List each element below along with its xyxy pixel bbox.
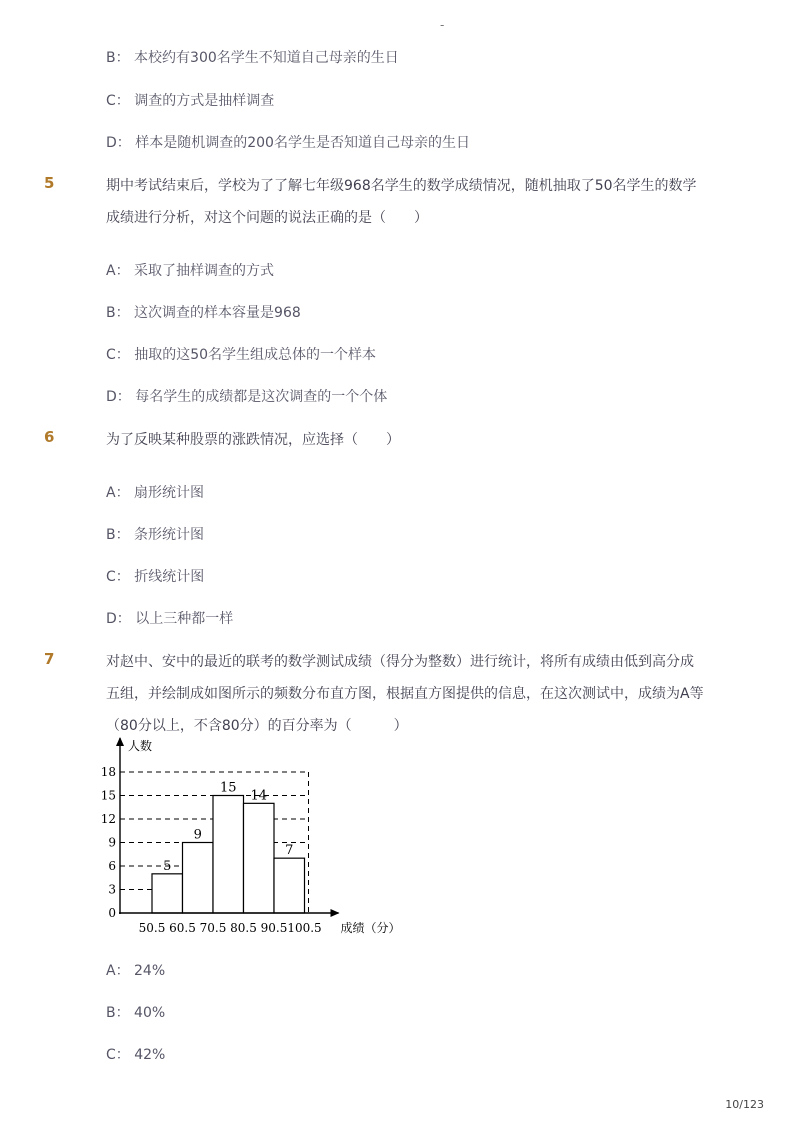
q7-option-a[interactable]: A： 24% — [106, 963, 166, 979]
histogram-bar-80.5-90.5 — [244, 803, 275, 913]
question-number-7: 7 — [44, 650, 55, 668]
q4-option-b[interactable]: B： 本校约有300名学生不知道自己母亲的生日 — [106, 50, 399, 66]
y-tick-label: 3 — [108, 882, 116, 897]
bar-value-label: 15 — [219, 780, 237, 796]
q5-option-b[interactable]: B： 这次调查的样本容量是968 — [106, 305, 301, 321]
q7-stem-line-3: （80分以上，不含80分）的百分率为（ ） — [106, 718, 408, 734]
q6-option-b[interactable]: B： 条形统计图 — [106, 527, 205, 543]
histogram-bar-70.5-80.5 — [213, 796, 244, 914]
y-tick-label: 6 — [108, 859, 116, 873]
q5-option-c[interactable]: C： 抽取的这50名学生组成总体的一个样本 — [106, 347, 377, 363]
q5-stem-line-2: 成绩进行分析，对这个问题的说法正确的是（ ） — [106, 210, 428, 226]
bar-value-label: 7 — [285, 843, 294, 859]
histogram-bar-90.5-100.5 — [274, 858, 305, 913]
y-axis-title: 人数 — [128, 739, 153, 753]
q4-option-c[interactable]: C： 调查的方式是抽样调查 — [106, 93, 275, 109]
q4-option-d[interactable]: D： 样本是随机调查的200名学生是否知道自己母亲的生日 — [106, 135, 470, 151]
histogram-bar-60.5-70.5 — [183, 843, 214, 914]
bar-value-label: 5 — [163, 858, 172, 874]
question-number-6: 6 — [44, 428, 55, 446]
x-tick-label: 100.5 — [287, 921, 322, 935]
bar-value-label: 14 — [250, 788, 268, 804]
q6-stem-line-1: 为了反映某种股票的涨跌情况，应选择（ ） — [106, 432, 400, 448]
frequency-histogram — [60, 730, 420, 940]
q5-option-a[interactable]: A： 采取了抽样调查的方式 — [106, 263, 275, 279]
x-axis-title: 成绩（分） — [340, 921, 401, 935]
q6-option-c[interactable]: C： 折线统计图 — [106, 569, 205, 585]
q7-stem-line-2: 五组，并绘制成如图所示的频数分布直方图，根据直方图提供的信息，在这次测试中，成绩为A等 — [106, 686, 704, 702]
q7-stem-line-1: 对赵中、安中的最近的联考的数学测试成绩（得分为整数）进行统计，将所有成绩由低到高分成 — [106, 654, 694, 670]
page-number: 10/123 — [725, 1098, 764, 1111]
q7-option-c[interactable]: C： 42% — [106, 1047, 166, 1063]
bar-value-label: 9 — [193, 827, 202, 843]
y-tick-label: 9 — [108, 835, 116, 850]
y-tick-label: 15 — [100, 788, 116, 803]
x-tick-label: 50.5 — [138, 921, 166, 935]
question-number-5: 5 — [44, 174, 55, 192]
x-tick-label: 90.5 — [260, 921, 288, 935]
x-tick-label: 60.5 — [169, 921, 196, 935]
x-tick-label: 70.5 — [199, 921, 227, 935]
page-top-mark: - — [440, 18, 445, 32]
y-tick-label: 12 — [100, 812, 116, 826]
q6-option-d[interactable]: D： 以上三种都一样 — [106, 611, 234, 627]
q5-stem-line-1: 期中考试结束后，学校为了了解七年级968名学生的数学成绩情况，随机抽取了50名学生的数学 — [106, 178, 697, 194]
q7-option-b[interactable]: B： 40% — [106, 1005, 166, 1021]
y-tick-label: 0 — [108, 906, 116, 920]
q6-option-a[interactable]: A： 扇形统计图 — [106, 485, 205, 501]
x-tick-label: 80.5 — [230, 921, 257, 935]
q5-option-d[interactable]: D： 每名学生的成绩都是这次调查的一个个体 — [106, 389, 388, 405]
histogram-bar-50.5-60.5 — [152, 874, 183, 913]
y-tick-label: 18 — [100, 765, 116, 779]
